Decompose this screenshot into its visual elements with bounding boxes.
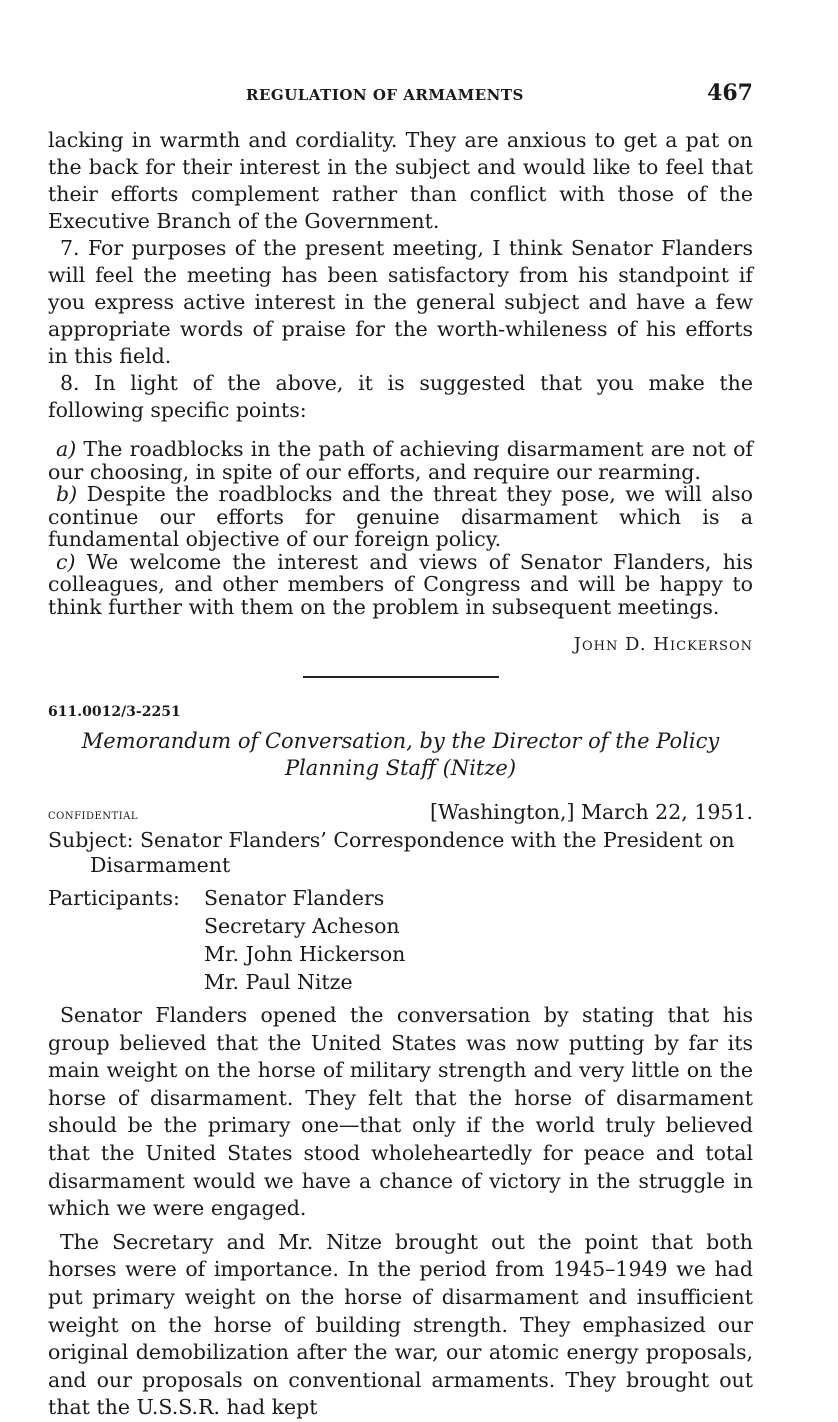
point-label: c) (56, 549, 76, 574)
body-paragraph: Senator Flanders opened the conversation by stating that his group believed that the United States was now putting by far its main weight on the horse of military strength and very little on the horse of disarmament. They felt that the horse of disarmament should be the primary one—that only if the world truly believed that the United States stood wholeheartedly for peace and total disarmament would we have a chance of victory in the struggle in which we were engaged. (48, 1003, 753, 1221)
point-a (48, 438, 753, 483)
paragraph-continuation: lacking in warmth and cordiality. They are anxious to get a pat on the back for their interest in the subject and would like to feel that their efforts complement rather than conflict with those of the Executive Branch of the Government. (48, 128, 753, 233)
point-c (48, 551, 753, 619)
section-divider (48, 676, 753, 678)
running-head (48, 80, 753, 110)
page-number: 467 (707, 80, 753, 106)
running-title: REGULATION OF ARMAMENTS (246, 86, 524, 104)
body-paragraph: The Secretary and Mr. Nitze brought out the point that both horses were of importance. In the period from 1945–1949 we had put primary weight on the horse of disarmament and insufficient weight on the horse of building strength. They emphasized our original demobilization after the war, our atomic energy proposals, and our proposals on conventional armaments. They brought out that the U.S.S.R. had kept (48, 1229, 753, 1420)
point-text: We welcome the interest and views of Senator Flanders, his colleagues, and other members of Congress and will be happy to think further with them on the problem in subsequent meetings. (48, 549, 753, 619)
participants-label: Participants: (48, 886, 180, 910)
point-text: The roadblocks in the path of achieving disarmament are not of our choosing, in spite of our efforts, and require our rearming. (48, 437, 753, 484)
file-reference: 611.0012/3-2251 (48, 704, 181, 720)
point-text: Despite the roadblocks and the threat they pose, we will also continue our efforts for genuine disarmament which is a fundamental objective of our foreign policy. (48, 482, 753, 551)
point-label: b) (56, 482, 78, 506)
divider-rule (303, 676, 499, 678)
paragraph-7: 7. For purposes of the present meeting, I think Senator Flanders will feel the meeting has been satisfactory from his standpoint if you express active interest in the general subject and have a few appropriate words of praise for the worth-whileness of his efforts in this field. (48, 236, 753, 368)
participant: Senator Flanders (204, 886, 385, 910)
classification: confidential (48, 807, 139, 823)
point-label: a) (56, 437, 77, 461)
subject-text: Senator Flanders’ Correspondence with the President on (140, 828, 735, 852)
previous-document (48, 127, 753, 655)
subject-line (48, 828, 753, 878)
participants-list (204, 884, 405, 996)
document-title: Memorandum of Conversation, by the Director of the Policy Planning Staff (Nitze) (81, 729, 720, 780)
participant: Mr. Paul Nitze (204, 970, 353, 994)
specific-points-list (48, 438, 753, 618)
participant: Secretary Acheson (204, 914, 400, 938)
subject-text-continued: Disarmament (90, 853, 231, 877)
signature: John D. Hickerson (573, 634, 753, 655)
paragraph-8: 8. In light of the above, it is suggested that you make the following specific points: (48, 371, 753, 422)
participants (48, 884, 753, 996)
memorandum (48, 704, 753, 1422)
subject-label: Subject: (48, 828, 134, 852)
participant: Mr. John Hickerson (204, 942, 406, 966)
point-b (48, 483, 753, 551)
dateline: [Washington,] March 22, 1951. (430, 800, 753, 824)
classification-dateline (48, 800, 753, 824)
